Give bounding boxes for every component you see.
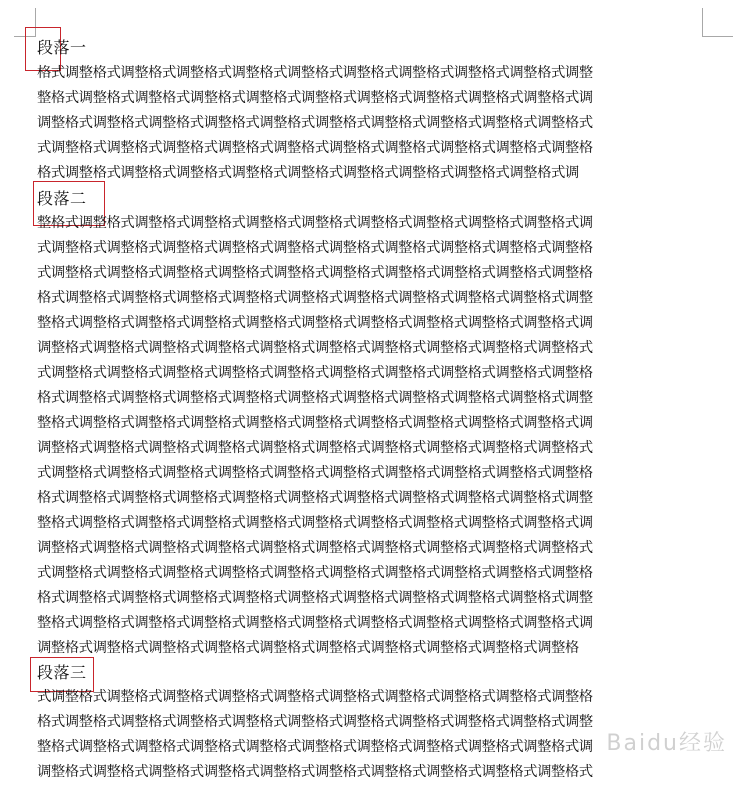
text-line: 格式调整格式调整格式调整格式调整格式调整格式调整格式调整格式调整格式调整格式调整: [37, 590, 593, 606]
text-line: 式调整格式调整格式调整格式调整格式调整格式调整格式调整格式调整格式调整格式调整格: [37, 265, 593, 281]
text-line: 格式调整格式调整格式调整格式调整格式调整格式调整格式调整格式调整格式调整格式调整: [37, 390, 593, 406]
text-line: 式调整格式调整格式调整格式调整格式调整格式调整格式调整格式调整格式调整格式调整格: [37, 365, 593, 381]
text-line: 式调整格式调整格式调整格式调整格式调整格式调整格式调整格式调整格式调整格式调整格: [37, 565, 593, 581]
paragraph-1-body: [37, 61, 705, 186]
paragraph-heading-1: 段落一: [37, 38, 87, 57]
text-line: 式调整格式调整格式调整格式调整格式调整格式调整格式调整格式调整格式调整格式调整格: [37, 689, 593, 705]
text-line: 式调整格式调整格式调整格式调整格式调整格式调整格式调整格式调整格式调整格式调整格: [37, 140, 593, 156]
text-line: 式调整格式调整格式调整格式调整格式调整格式调整格式调整格式调整格式调整格式调整格: [37, 240, 593, 256]
paragraph-3-body: [37, 685, 705, 785]
text-line: 调整格式调整格式调整格式调整格式调整格式调整格式调整格式调整格式调整格式调整格式: [37, 115, 593, 131]
text-line: 整格式调整格式调整格式调整格式调整格式调整格式调整格式调整格式调整格式调整格式调: [37, 215, 593, 231]
top-right-margin-mark: [702, 8, 733, 37]
text-line: 调整格式调整格式调整格式调整格式调整格式调整格式调整格式调整格式调整格式调整格式: [37, 440, 593, 456]
text-line: 格式调整格式调整格式调整格式调整格式调整格式调整格式调整格式调整格式调整格式调整: [37, 714, 593, 730]
text-line: 调整格式调整格式调整格式调整格式调整格式调整格式调整格式调整格式调整格式调整格式: [37, 764, 593, 780]
text-line: 格式调整格式调整格式调整格式调整格式调整格式调整格式调整格式调整格式调整格式调: [37, 165, 579, 181]
text-line: 调整格式调整格式调整格式调整格式调整格式调整格式调整格式调整格式调整格式调整格: [37, 640, 579, 656]
text-line: 整格式调整格式调整格式调整格式调整格式调整格式调整格式调整格式调整格式调整格式调: [37, 515, 593, 531]
text-line: 整格式调整格式调整格式调整格式调整格式调整格式调整格式调整格式调整格式调整格式调: [37, 615, 593, 631]
text-line: 格式调整格式调整格式调整格式调整格式调整格式调整格式调整格式调整格式调整格式调整: [37, 65, 593, 81]
text-line: 格式调整格式调整格式调整格式调整格式调整格式调整格式调整格式调整格式调整格式调整: [37, 490, 593, 506]
text-line: 整格式调整格式调整格式调整格式调整格式调整格式调整格式调整格式调整格式调整格式调: [37, 90, 593, 106]
text-line: 整格式调整格式调整格式调整格式调整格式调整格式调整格式调整格式调整格式调整格式调: [37, 739, 593, 755]
text-line: 调整格式调整格式调整格式调整格式调整格式调整格式调整格式调整格式调整格式调整格式: [37, 540, 593, 556]
paragraph-2-body: [37, 211, 705, 661]
watermark-logo: Baidu经验: [606, 731, 727, 756]
text-line: 整格式调整格式调整格式调整格式调整格式调整格式调整格式调整格式调整格式调整格式调: [37, 415, 593, 431]
text-line: 式调整格式调整格式调整格式调整格式调整格式调整格式调整格式调整格式调整格式调整格: [37, 465, 593, 481]
text-line: 格式调整格式调整格式调整格式调整格式调整格式调整格式调整格式调整格式调整格式调整: [37, 290, 593, 306]
paragraph-heading-3: 段落三: [37, 663, 87, 682]
paragraph-heading-2: 段落二: [37, 189, 87, 208]
text-line: 整格式调整格式调整格式调整格式调整格式调整格式调整格式调整格式调整格式调整格式调: [37, 315, 593, 331]
text-line: 调整格式调整格式调整格式调整格式调整格式调整格式调整格式调整格式调整格式调整格式: [37, 340, 593, 356]
